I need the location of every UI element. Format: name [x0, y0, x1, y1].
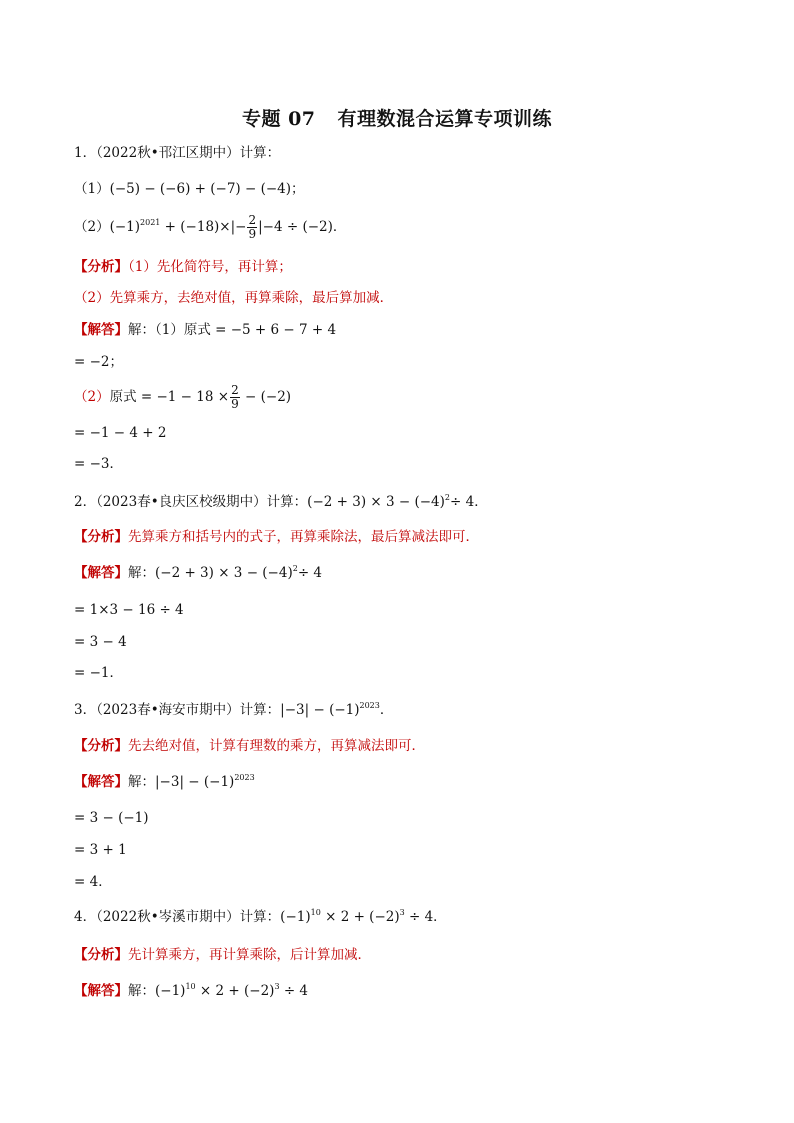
fraction: $\frac{2}{9}$ — [248, 213, 257, 241]
page-title — [0, 104, 794, 131]
title-topic-number: 专题 07 — [241, 108, 316, 130]
problem-1-step: = −1 − 4 + 2 — [74, 425, 167, 441]
answer-label: 【解答】 — [74, 565, 128, 581]
problem-1-step: = −2； — [74, 354, 124, 370]
problem-2-analysis: 【分析】先算乘方和括号内的式子，再算乘除法，最后算减法即可． — [74, 529, 479, 545]
analysis-label: 【分析】 — [74, 947, 128, 963]
problem-1-part-1: （1）(−5) − (−6) + (−7) − (−4)； — [74, 181, 305, 197]
problem-1-analysis-1: 【分析】（1）先化简符号，再计算； — [74, 259, 292, 275]
analysis-label: 【分析】 — [74, 259, 128, 275]
problem-4-stem: 4．（2022秋•岑溪市期中）计算：$(-1)^{10} \times 2 + (-2)^3 \div 4$． — [74, 908, 447, 925]
problem-3-step: = 3 + 1 — [74, 842, 127, 858]
title-topic-name: 有理数混合运算专项训练 — [337, 108, 553, 130]
problem-2-stem: 2．（2023春•良庆区校级期中）计算：$(-2 + 3) \times 3 - (-4)^2\div 4$． — [74, 493, 488, 510]
problem-1-analysis-2: （2）先算乘方，去绝对值，再算乘除，最后算加减． — [74, 290, 394, 306]
problem-2-step: = −1． — [74, 665, 124, 681]
problem-1-part-2: $(2)(-1)^{2021} + (-18)\times|-$ $\frac{2}{9}$ |−4 ÷ (−2)． — [74, 213, 347, 241]
problem-2-step: = 1×3 − 16 ÷ 4 — [74, 602, 184, 618]
problem-3-answer: 【解答】解：$|-3| - (-1)^{2023}$ — [74, 773, 255, 790]
problem-2-step: = 3 − 4 — [74, 634, 127, 650]
problem-1-stem: 1．（2022秋•邗江区期中）计算： — [74, 145, 281, 161]
problem-1-step: = −3． — [74, 456, 124, 472]
problem-1-answer: 【解答】解：（1）原式 = −5 + 6 − 7 + 4 — [74, 322, 337, 338]
analysis-label: 【分析】 — [74, 529, 128, 545]
answer-label: 【解答】 — [74, 774, 128, 790]
problem-3-stem: 3．（2023春•海安市期中）计算：$|-3| - (-1)^{2023}$． — [74, 701, 394, 718]
problem-3-step: = 3 − (−1) — [74, 810, 149, 826]
analysis-label: 【分析】 — [74, 738, 128, 754]
problem-1-step: （2）原式 = −1 − 18 × $\frac{2}{9}$ − (−2) — [74, 383, 292, 411]
problem-3-analysis: 【分析】先去绝对值，计算有理数的乘方，再算减法即可． — [74, 738, 425, 754]
answer-label: 【解答】 — [74, 322, 128, 338]
problem-4-answer: 【解答】解：$(-1)^{10} \times 2 + (-2)^3 \div 4$ — [74, 982, 309, 999]
fraction: $\frac{2}{9}$ — [231, 383, 239, 411]
problem-4-analysis: 【分析】先计算乘方，再计算乘除，后计算加减． — [74, 947, 371, 963]
problem-2-answer: 【解答】解：$(-2 + 3) \times 3 - (-4)^2\div 4$ — [74, 564, 323, 581]
problem-3-step: = 4． — [74, 874, 112, 890]
answer-label: 【解答】 — [74, 983, 128, 999]
